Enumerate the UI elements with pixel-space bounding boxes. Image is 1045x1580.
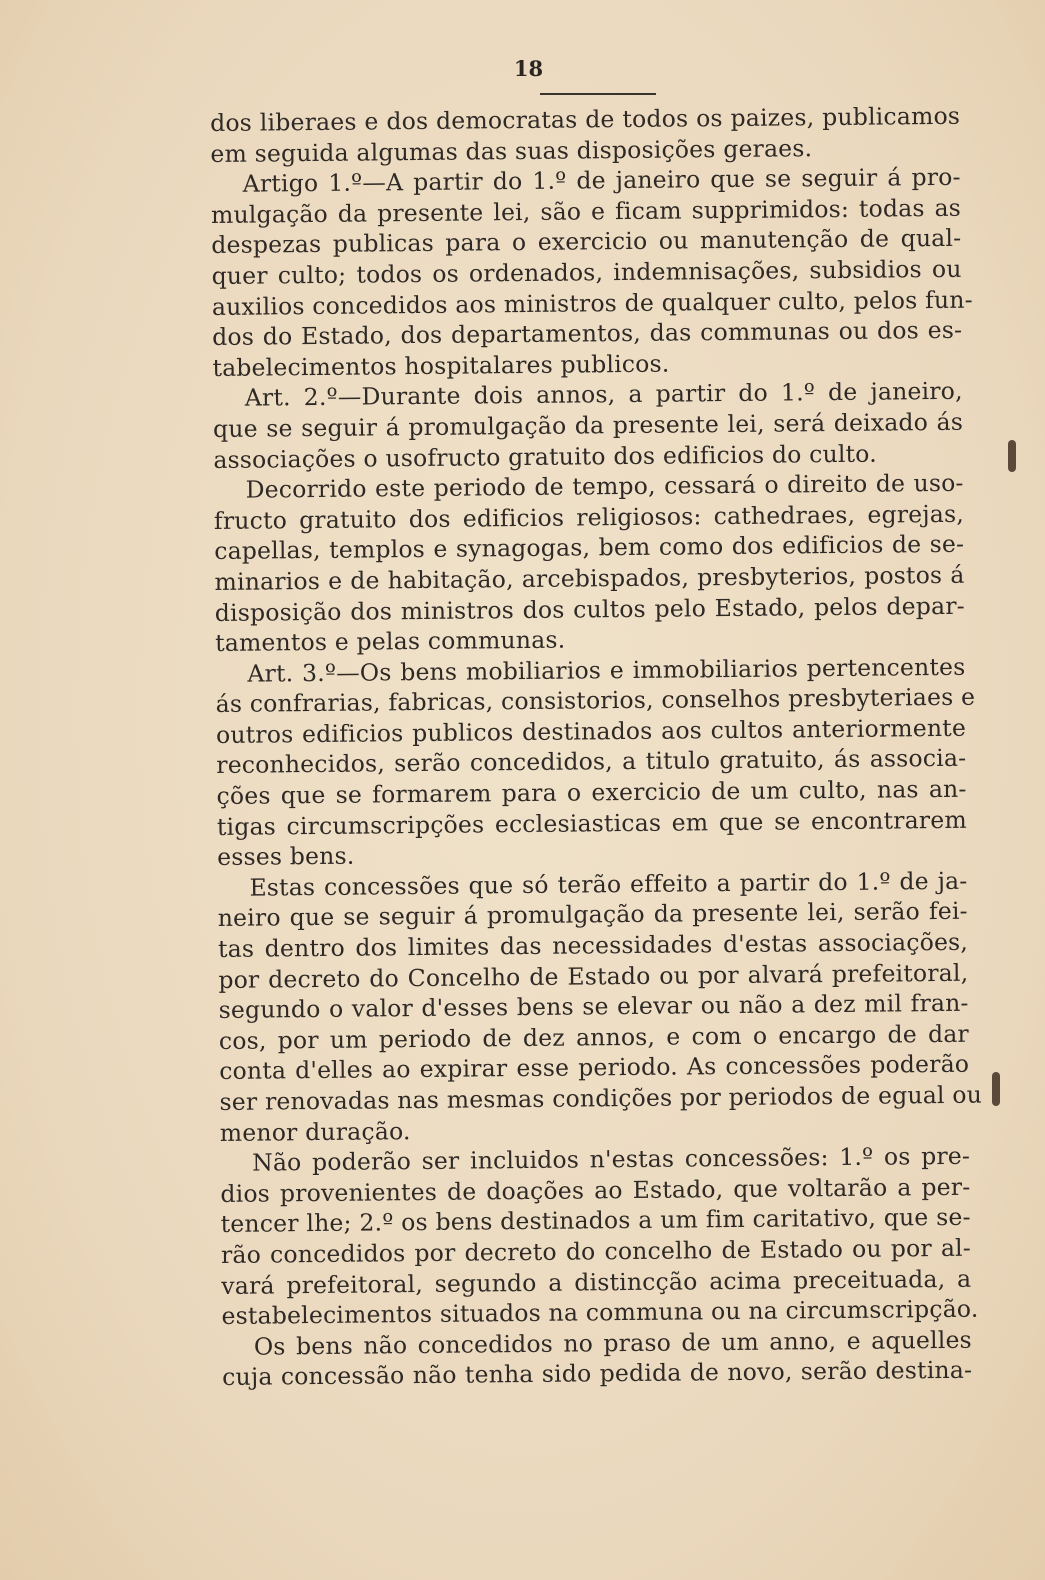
text-line: conta d'elles ao expirar esse periodo. As concessões poderão [219,1050,970,1086]
text-line: neiro que se seguir á promulgação da presente lei, serão fei- [217,897,968,933]
text-line: dos liberaes e dos democratas de todos os paizes, publicamos [210,101,961,137]
text-line: Não poderão ser incluidos n'estas concessões: 1.º os pre- [251,1141,971,1177]
text-line: rão concedidos por decreto do concelho de Estado ou por al- [220,1233,972,1269]
text-line: reconhecidos, serão concedidos, a titulo gratuito, ás associa- [216,744,967,780]
text-line: tigas circumscripções ecclesiasticas em que se encontrarem [216,805,967,841]
margin-mark [1008,440,1016,472]
text-line: tabelecimentos hospitalares publicos. [212,349,670,382]
text-line: cuja concessão não tenha sido pedida de novo, serão destina- [222,1356,973,1392]
text-line: em seguida algumas das suas disposições geraes. [210,133,813,168]
margin-mark [992,1072,1000,1106]
text-line: capellas, templos e synagogas, bem como dos edificios de se- [214,530,965,566]
text-line: disposição dos ministros dos cultos pelo Estado, pelos depar- [214,591,965,627]
text-line: minarios e de habitação, arcebispados, presbyterios, postos á [214,560,965,596]
text-line: Art. 3.º—Os bens mobiliarios e immobiliarios pertencentes [247,652,966,688]
text-line: menor duração. [219,1116,411,1147]
text-line: ções que se formarem para o exercicio de um culto, nas an- [216,774,967,811]
text-line: cos, por um periodo de dez annos, e com o encargo de dar [218,1019,970,1055]
text-line: estabelecimentos situados na communa ou na circumscripção. [221,1294,979,1331]
text-line: ser renovadas nas mesmas condições por periodos de egual ou [219,1080,983,1116]
text-line: tamentos e pelas communas. [215,625,566,658]
text-line: auxilios concedidos aos ministros de qualquer culto, pelos fun- [211,285,973,321]
page-number: 18 [513,56,544,81]
page-text [210,101,983,1393]
header-rule [540,93,656,95]
text-line: que se seguir á promulgação da presente lei, será deixado ás [212,407,964,443]
text-line: outros edificios publicos destinados aos cultos anteriormente [215,713,967,749]
text-line: dos do Estado, dos departamentos, das communas ou dos es- [212,315,963,352]
text-line: dios provenientes de doações ao Estado, que voltarão a per- [220,1172,971,1208]
text-line: quer culto; todos os ordenados, indemnisações, subsidios ou [211,254,962,290]
text-line: tas dentro dos limites das necessidades d'estas associações, [217,927,969,963]
text-line: mulgação da presente lei, são e ficam supprimidos: todas as [210,193,962,229]
text-line: por decreto do Concelho de Estado ou por alvará prefeitoral, [218,958,969,994]
text-line: segundo o valor d'esses bens se elevar ou não a dez mil fran- [218,988,969,1025]
text-line: Decorrido este periodo de tempo, cessará o direito de uso- [245,468,964,504]
text-line: tencer lhe; 2.º os bens destinados a um fim caritativo, que se- [220,1203,971,1239]
text-line: esses bens. [217,841,355,872]
text-line: fructo gratuito dos edificios religiosos: cathedraes, egrejas, [213,499,965,535]
text-line: associações o usofructo gratuito dos edificios do culto. [213,439,877,474]
text-line: ás confrarias, fabricas, consistorios, conselhos presbyteriaes e [215,682,976,719]
text-line: Artigo 1.º—A partir do 1.º de janeiro que se seguir á pro- [242,162,961,198]
text-line: despezas publicas para o exercicio ou manutenção de qual- [211,224,962,260]
text-line: Estas concessões que só terão effeito a partir do 1.º de ja- [249,866,968,902]
text-line: vará prefeitoral, segundo a distincção acima preceituada, a [221,1264,972,1300]
text-line: Art. 2.º—Durante dois annos, a partir do 1.º de janeiro, [244,377,963,413]
text-line: Os bens não concedidos no praso de um anno, e aquelles [253,1325,972,1361]
